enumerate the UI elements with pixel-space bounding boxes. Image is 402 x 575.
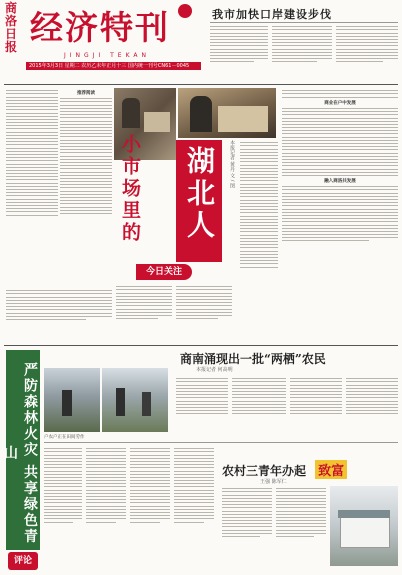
masthead-pinyin: JINGJI TEKAN [64,52,151,59]
bottom-headline: 商南涌现出一批“两栖”农民 [180,352,326,366]
sub-article-headline: 农村三青年办起 致富 [222,460,398,479]
masthead-city: 商洛日报 [4,1,17,54]
masthead-issue-line: 2015年3月3日 星期二 农历乙未年正月十三 国内统一刊号CN61－0045 [26,62,201,70]
feature-headline-big: 湖北人 [176,140,222,262]
top-right-col-1 [210,24,268,82]
lower-col-2 [86,446,126,570]
top-right-rule [210,22,398,23]
bottom-photo-1 [44,368,100,432]
top-section-rule [4,84,398,85]
top-right-col-2 [272,24,332,82]
feature-body-left-2 [60,88,112,284]
feature-body-mid-right [240,140,278,342]
feature-headline-main: 小市场里的 [119,134,141,244]
top-right-headline: 我市加快口岸建设步伐 [212,8,332,21]
sub-article-photo [330,486,398,566]
right-col-text [282,88,398,342]
bottom-col-3 [290,376,342,440]
bottom-byline: 本报记者 何高明 [196,367,233,373]
sub-article-col-2 [276,486,326,570]
sub-article-byline: 王强 陈军仁 [260,479,287,485]
bottom-photo-caption: 户农户正在田间劳作 [44,435,85,440]
sub-article-headline-highlight: 致富 [315,460,347,479]
right-subhead-2: 融入商洛共发展 [324,179,356,185]
bottom-col-4 [346,376,398,440]
feature-subhead-1: 推荐阅读 [77,91,95,96]
bottom-col-1 [176,376,228,440]
bottom-col-2 [232,376,286,440]
mid-section-rule [4,345,398,346]
feature-body-left-3 [6,288,112,342]
masthead-logo-mark [178,4,192,18]
feature-byline: 本报记者 黄丹 文 / 图 [229,140,235,189]
feature-body-center-2 [176,284,232,342]
feature-photo-right [178,88,276,138]
masthead-title: 经济特刊 [30,8,170,47]
left-tag: 评论 [8,552,38,570]
lower-col-1 [44,446,82,570]
sub-article-col-1 [222,486,272,570]
feature-body-left-1 [6,88,58,284]
bottom-photo-2 [102,368,168,432]
lower-rule [44,442,398,443]
feature-tag: 今日关注 [136,264,192,280]
right-subhead-1: 商业在户中发展 [324,100,356,106]
lower-col-4 [174,446,214,570]
feature-body-center-1 [116,284,172,342]
lower-col-3 [130,446,170,570]
top-right-col-3 [336,24,398,82]
left-vertical-banner: 严防森林火灾 共享绿色青山 [6,350,40,550]
